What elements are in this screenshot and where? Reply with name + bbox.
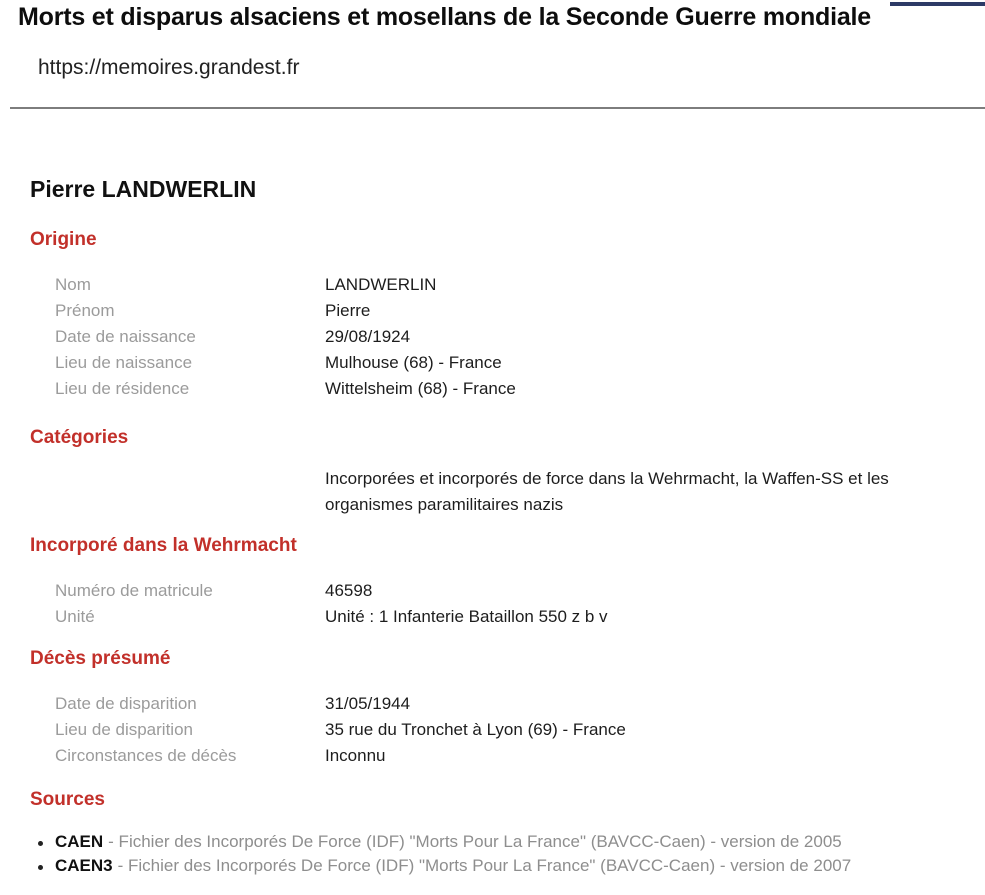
field-value: 29/08/1924 <box>325 327 411 346</box>
source-description: - Fichier des Incorporés De Force (IDF) "Morts Pour La France" (BAVCC-Caen) - version de 2007 <box>117 856 852 875</box>
field-value: LANDWERLIN <box>325 275 437 294</box>
field-label: Numéro de matricule <box>55 581 213 600</box>
bullet-icon <box>38 865 43 870</box>
field-row-lieu-disparition <box>55 717 985 743</box>
origine-rows <box>55 272 985 402</box>
field-row-date-naissance <box>55 324 985 350</box>
source-name: CAEN <box>55 832 104 851</box>
field-row-matricule <box>55 578 985 604</box>
field-label: Circonstances de décès <box>55 746 237 765</box>
field-value: Incorporées et incorporés de force dans la Wehrmacht, la Waffen-SS et les organismes paramilitaires nazis <box>325 469 889 514</box>
categories-rows <box>55 466 985 518</box>
field-row-categorie <box>55 466 985 518</box>
site-title: Morts et disparus alsaciens et mosellans de la Seconde Guerre mondiale <box>18 3 871 31</box>
top-right-accent-bar <box>890 2 985 6</box>
field-label: Date de disparition <box>55 694 197 713</box>
bullet-icon <box>38 841 43 846</box>
field-value: 31/05/1944 <box>325 694 411 713</box>
field-value: 46598 <box>325 581 373 600</box>
record-name: Pierre LANDWERLIN <box>30 176 257 202</box>
field-row-date-disparition <box>55 691 985 717</box>
field-value: Unité : 1 Infanterie Bataillon 550 z b v <box>325 607 608 626</box>
source-item-caen3 <box>38 854 985 878</box>
document-page <box>0 2 985 878</box>
field-value: 35 rue du Tronchet à Lyon (69) - France <box>325 720 626 739</box>
field-label: Lieu de disparition <box>55 720 193 739</box>
deces-rows <box>55 691 985 769</box>
section-heading-categories: Catégories <box>30 427 129 448</box>
field-label: Lieu de résidence <box>55 379 190 398</box>
source-description: - Fichier des Incorporés De Force (IDF) "Morts Pour La France" (BAVCC-Caen) - version de 2005 <box>108 832 842 851</box>
header-divider <box>10 107 985 109</box>
field-row-circonstances <box>55 743 985 769</box>
field-row-unite <box>55 604 985 630</box>
sources-list <box>38 830 985 878</box>
source-item-caen <box>38 830 985 854</box>
field-row-nom <box>55 272 985 298</box>
field-value: Pierre <box>325 301 371 320</box>
wehrmacht-rows <box>55 578 985 630</box>
field-value: Mulhouse (68) - France <box>325 353 502 372</box>
section-heading-wehrmacht: Incorporé dans la Wehrmacht <box>30 535 297 556</box>
field-label: Lieu de naissance <box>55 353 193 372</box>
field-label: Nom <box>55 275 91 294</box>
field-label: Prénom <box>55 301 115 320</box>
field-value: Inconnu <box>325 746 386 765</box>
section-heading-origine: Origine <box>30 229 97 250</box>
section-heading-sources: Sources <box>30 789 105 810</box>
print-header <box>0 2 985 109</box>
field-row-lieu-naissance <box>55 350 985 376</box>
field-value: Wittelsheim (68) - France <box>325 379 516 398</box>
source-name: CAEN3 <box>55 856 113 875</box>
site-url: https://memoires.grandest.fr <box>38 56 300 79</box>
field-row-lieu-residence <box>55 376 985 402</box>
record-content <box>0 176 985 878</box>
field-row-prenom <box>55 298 985 324</box>
section-heading-deces: Décès présumé <box>30 648 171 669</box>
field-label: Unité <box>55 607 95 626</box>
field-label: Date de naissance <box>55 327 196 346</box>
